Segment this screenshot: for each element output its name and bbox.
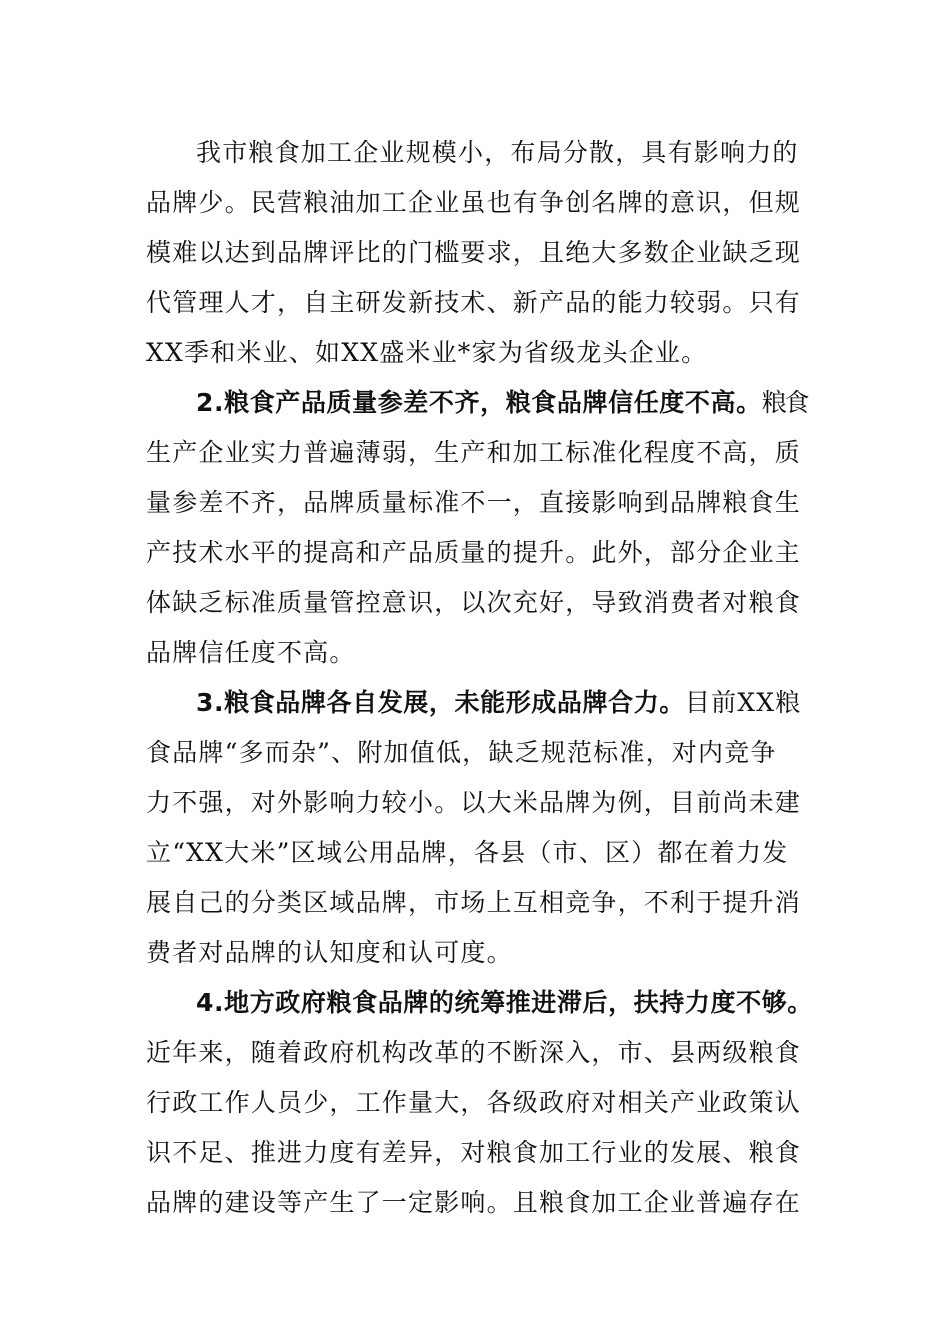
paragraph-1-line-3: 模难以达到品牌评比的门槛要求，且绝大多数企业缺乏现 [146, 238, 802, 267]
section-heading-2: 2.粮食产品质量参差不齐，粮食品牌信任度不高。 [196, 388, 762, 417]
paragraph-4-line-5: 品牌的建设等产生了一定影响。且粮食加工企业普遍存在 [146, 1188, 802, 1217]
section-heading-4: 4.地方政府粮食品牌的统筹推进滞后，扶持力度不够。 [196, 988, 813, 1017]
paragraph-3-line-5: 展自己的分类区域品牌，市场上互相竞争，不利于提升消 [146, 888, 802, 917]
paragraph-4-line-1 [196, 983, 813, 1023]
paragraph-3-line-1 [196, 683, 806, 723]
paragraph-2-line-1 [196, 383, 806, 423]
paragraph-4-line-3: 行政工作人员少，工作量大，各级政府对相关产业政策认 [146, 1088, 802, 1117]
paragraph-1-line-1: 我市粮食加工企业规模小，布局分散，具有影响力的 [196, 138, 799, 167]
paragraph-2-line-4: 产技术水平的提高和产品质量的提升。此外，部分企业主 [146, 538, 802, 567]
paragraph-3-line-3: 力不强，对外影响力较小。以大米品牌为例，目前尚未建 [146, 788, 802, 817]
paragraph-3-line-2: 食品牌“多而杂”、附加值低，缺乏规范标准，对内竞争 [146, 738, 777, 767]
paragraph-2-line-3: 量参差不齐，品牌质量标准不一，直接影响到品牌粮食生 [146, 488, 802, 517]
section-heading-3: 3.粮食品牌各自发展，未能形成品牌合力。 [196, 688, 685, 717]
paragraph-2-line-5: 体缺乏标准质量管控意识，以次充好，导致消费者对粮食 [146, 588, 802, 617]
paragraph-3-line-4: 立“XX大米”区域公用品牌，各县（市、区）都在着力发 [146, 838, 789, 867]
paragraph-4-line-2: 近年来，随着政府机构改革的不断深入，市、县两级粮食 [146, 1038, 802, 1067]
paragraph-2-line-2: 生产企业实力普遍薄弱，生产和加工标准化程度不高，质 [146, 438, 802, 467]
paragraph-3-lead-text: 目前XX粮 [684, 688, 802, 717]
paragraph-1-line-4: 代管理人才，自主研发新技术、新产品的能力较弱。只有 [146, 288, 802, 317]
paragraph-4-line-4: 识不足、推进力度有差异，对粮食加工行业的发展、粮食 [146, 1138, 802, 1167]
paragraph-3-line-6: 费者对品牌的认知度和认可度。 [146, 938, 513, 967]
paragraph-1-line-5: XX季和米业、如XX盛米业*家为省级龙头企业。 [146, 338, 708, 367]
paragraph-2-lead-text: 粮食 [761, 388, 808, 417]
paragraph-2-line-6: 品牌信任度不高。 [146, 638, 356, 667]
paragraph-1-line-2: 品牌少。民营粮油加工企业虽也有争创名牌的意识，但规 [146, 188, 802, 217]
